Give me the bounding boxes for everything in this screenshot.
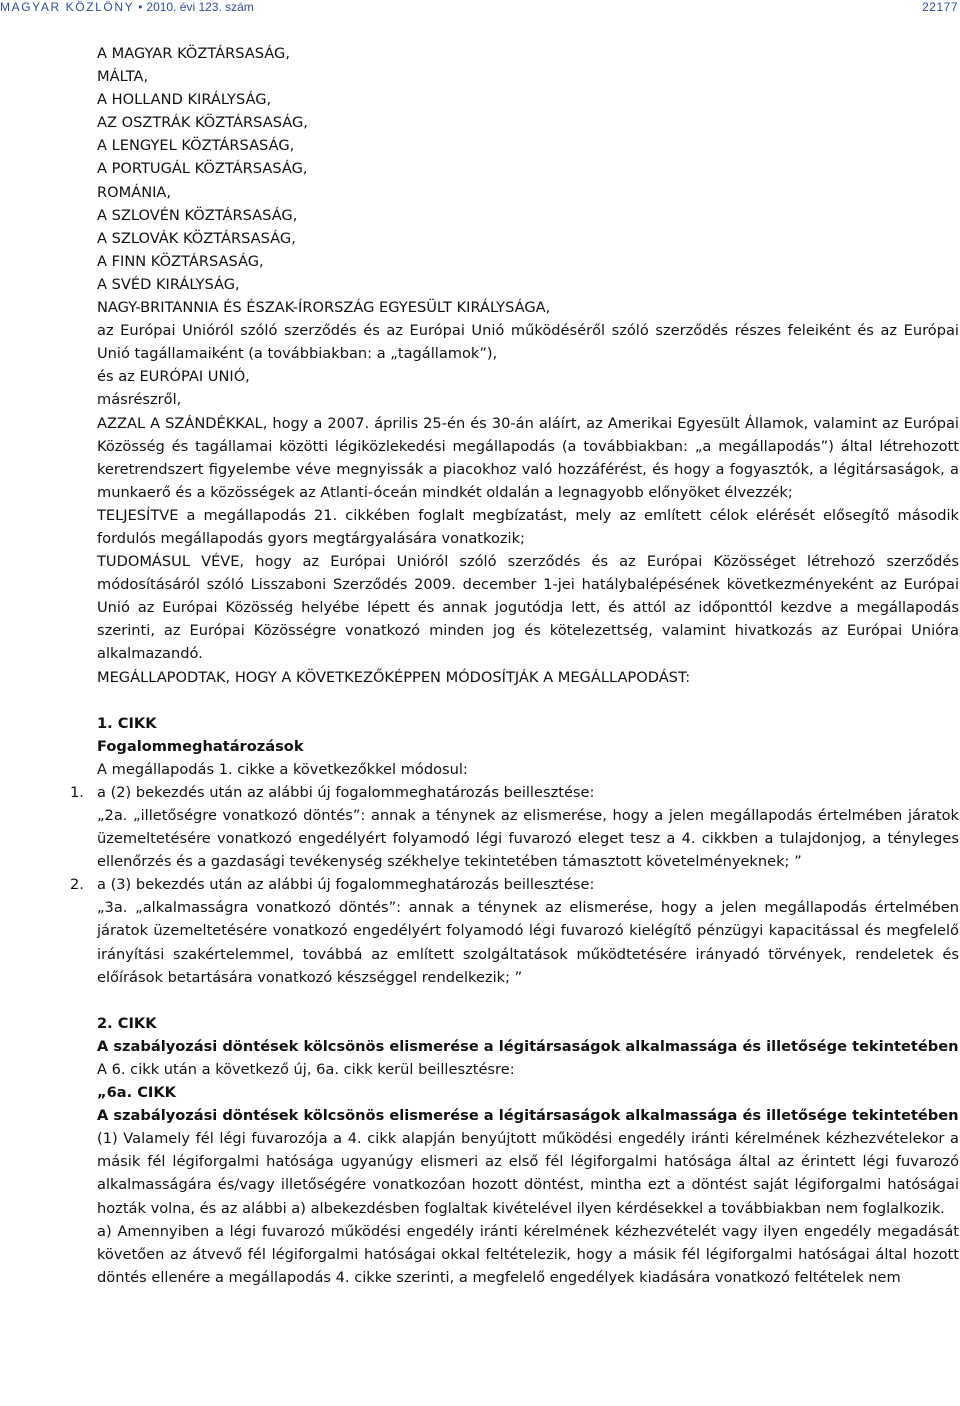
numbered-item bbox=[70, 781, 959, 804]
other-part-line: másrészről, bbox=[97, 391, 182, 409]
party-line: AZ OSZTRÁK KÖZTÁRSASÁG, bbox=[97, 114, 308, 132]
party-line: A SVÉD KIRÁLYSÁG, bbox=[97, 275, 240, 293]
bullet-separator: • bbox=[138, 0, 143, 14]
page-number: 22177 bbox=[922, 0, 958, 14]
article-intro: A 6. cikk után a következő új, 6a. cikk kerül beillesztésre: bbox=[97, 1060, 515, 1078]
fulfilling-paragraph: TELJESÍTVE a megállapodás 21. cikkében foglalt megbízatást, mely az említett célok elérését elősegítő második fordulós megállapodás gyors megtárgyalására vonatkozik; bbox=[97, 506, 959, 547]
publication-title bbox=[0, 0, 254, 14]
article-title: A szabályozási döntések kölcsönös elismerése a légitársaságok alkalmassága és illetősége tekintetében bbox=[97, 1037, 959, 1055]
definition-quote: „3a. „alkalmasságra vonatkozó döntés”: annak a ténynek az elismerése, hogy a jelen megállapodás értelmében járatok üzemeltetésére vonatkozó engedélyért folyamodó légi fuvarozó kielégítő pénzügyi kapacitással és megfelelő irányítási szakértelemmel, továbbá az említett szolgáltatások működtetésére irányadó törvények, rendeletek és előírások betartására vonatkozó készséggel rendelkezik; ” bbox=[97, 899, 959, 986]
article-number: 2. CIKK bbox=[97, 1014, 157, 1032]
noting-paragraph: TUDOMÁSUL VÉVE, hogy az Európai Unióról szóló szerződés és az Európai Közösséget létrehozó szerződés módosításáról szóló Lisszaboni Szerződés 2009. december 1-jei hatálybalépésének következményeként az Európai Unió az Európai Közösség helyébe lépett és annak jogutódja lett, és attól az időponttól kezdve a megállapodás szerinti, az Európai Közösségre vonatkozó minden jog és kötelezettség, valamint hivatkozás az Európai Unióra alkalmazandó. bbox=[97, 553, 959, 663]
eu-party-line: és az EURÓPAI UNIÓ, bbox=[97, 368, 250, 386]
member-states-paragraph: az Európai Unióról szóló szerződés és az Európai Unió működéséről szóló szerződés részes feleiként és az Európai Unió tagállamaiként (a továbbiakban: a „tagállamok”), bbox=[97, 322, 959, 363]
publication-name: MAGYAR KÖZLÖNY bbox=[0, 0, 135, 14]
article-title: Fogalommeghatározások bbox=[97, 737, 304, 755]
spacer bbox=[97, 689, 959, 712]
party-line: A SZLOVÁK KÖZTÁRSASÁG, bbox=[97, 229, 296, 247]
inserted-article-number: „6a. CIKK bbox=[97, 1084, 176, 1102]
subparagraph-a: a) Amennyiben a légi fuvarozó működési engedély iránti kérelmének kézhezvételét vagy ilyen engedély megadását követően az átvevő fél légiforgalmi hatóságai okkal feltételezik, hogy a másik fél légiforgalmi hatóságai által hozott döntés ellenére a megállapodás 4. cikke szerinti, a megfelelő engedélyek kiadására vonatkozó feltételek nem bbox=[97, 1222, 959, 1286]
definition-quote: „2a. „illetőségre vonatkozó döntés”: annak a ténynek az elismerése, hogy a jelen megállapodás értelmében járatok üzemeltetésére vonatkozó engedélyért folyamodó légi fuvarozó eleget tesz a 4. cikkben a tulajdonjog, a tényleges ellenőrzés és a gazdasági tevékenység székhelye tekintetében támasztott követelményeknek; ” bbox=[97, 807, 959, 871]
party-line: A MAGYAR KÖZTÁRSASÁG, bbox=[97, 45, 290, 62]
article-1 bbox=[70, 712, 959, 989]
party-line: A HOLLAND KIRÁLYSÁG, bbox=[97, 91, 272, 109]
party-line: A LENGYEL KÖZTÁRSASÁG, bbox=[97, 137, 295, 155]
inserted-article-title: A szabályozási döntések kölcsönös elismerése a légitársaságok alkalmassága és illetősége tekintetében bbox=[97, 1107, 959, 1125]
spacer bbox=[97, 989, 959, 1012]
running-header bbox=[0, 0, 960, 14]
item-text: a (3) bekezdés után az alábbi új fogalommeghatározás beillesztése: bbox=[97, 876, 595, 894]
item-number: 2. bbox=[70, 876, 84, 894]
issue-number: 2010. évi 123. szám bbox=[146, 0, 254, 14]
party-line: ROMÁNIA, bbox=[97, 183, 172, 201]
party-line: A PORTUGÁL KÖZTÁRSASÁG, bbox=[97, 160, 308, 178]
agreed-paragraph: MEGÁLLAPODTAK, HOGY A KÖVETKEZŐKÉPPEN MÓDOSÍTJÁK A MEGÁLLAPODÁST: bbox=[97, 668, 691, 686]
numbered-item bbox=[70, 873, 959, 896]
intention-paragraph: AZZAL A SZÁNDÉKKAL, hogy a 2007. április 25-én és 30-án aláírt, az Amerikai Egyesült Államok, valamint az Európai Közösség és tagállamai közötti légiközlekedési megállapodás (a továbbiakban: „a megállapodás”) által létrehozott keretrendszert figyelembe véve megnyissák a piacokhoz való hozzáférést, és hogy a fogyasztók, a légitársaságok, a munkaerő és a közösségek az Atlanti-óceán mindkét oldalán a legnagyobb előnyöket élvezzék; bbox=[97, 414, 959, 501]
item-text: a (2) bekezdés után az alábbi új fogalommeghatározás beillesztése: bbox=[97, 783, 595, 801]
paragraph-1: (1) Valamely fél légi fuvarozója a 4. cikk alapján benyújtott működési engedély iránti kérelmének kézhezvételekor a másik fél légiforgalmi hatósága ugyanúgy elismeri az első fél légiforgalmi hatósága által az érintett légi fuvarozó alkalmasságára és/vagy illetőségére vonatkozóan hozott döntést, mintha ezt a döntést saját légiforgalmi hatóságai hozták volna, és az alábbi a) albekezdésben foglaltak kivételével ilyen kérdésekkel a továbbiakban nem foglalkozik. bbox=[97, 1130, 959, 1217]
party-line: MÁLTA, bbox=[97, 68, 149, 86]
party-line: NAGY-BRITANNIA ÉS ÉSZAK-ÍRORSZÁG EGYESÜLT KIRÁLYSÁGA, bbox=[97, 299, 551, 317]
article-number: 1. CIKK bbox=[97, 714, 157, 732]
document-body bbox=[70, 42, 959, 1289]
article-2 bbox=[97, 1012, 959, 1289]
party-list bbox=[97, 42, 959, 319]
party-line: A SZLOVÉN KÖZTÁRSASÁG, bbox=[97, 206, 298, 224]
party-line: A FINN KÖZTÁRSASÁG, bbox=[97, 252, 264, 270]
item-number: 1. bbox=[70, 783, 84, 801]
article-intro: A megállapodás 1. cikke a következőkkel módosul: bbox=[97, 760, 468, 778]
